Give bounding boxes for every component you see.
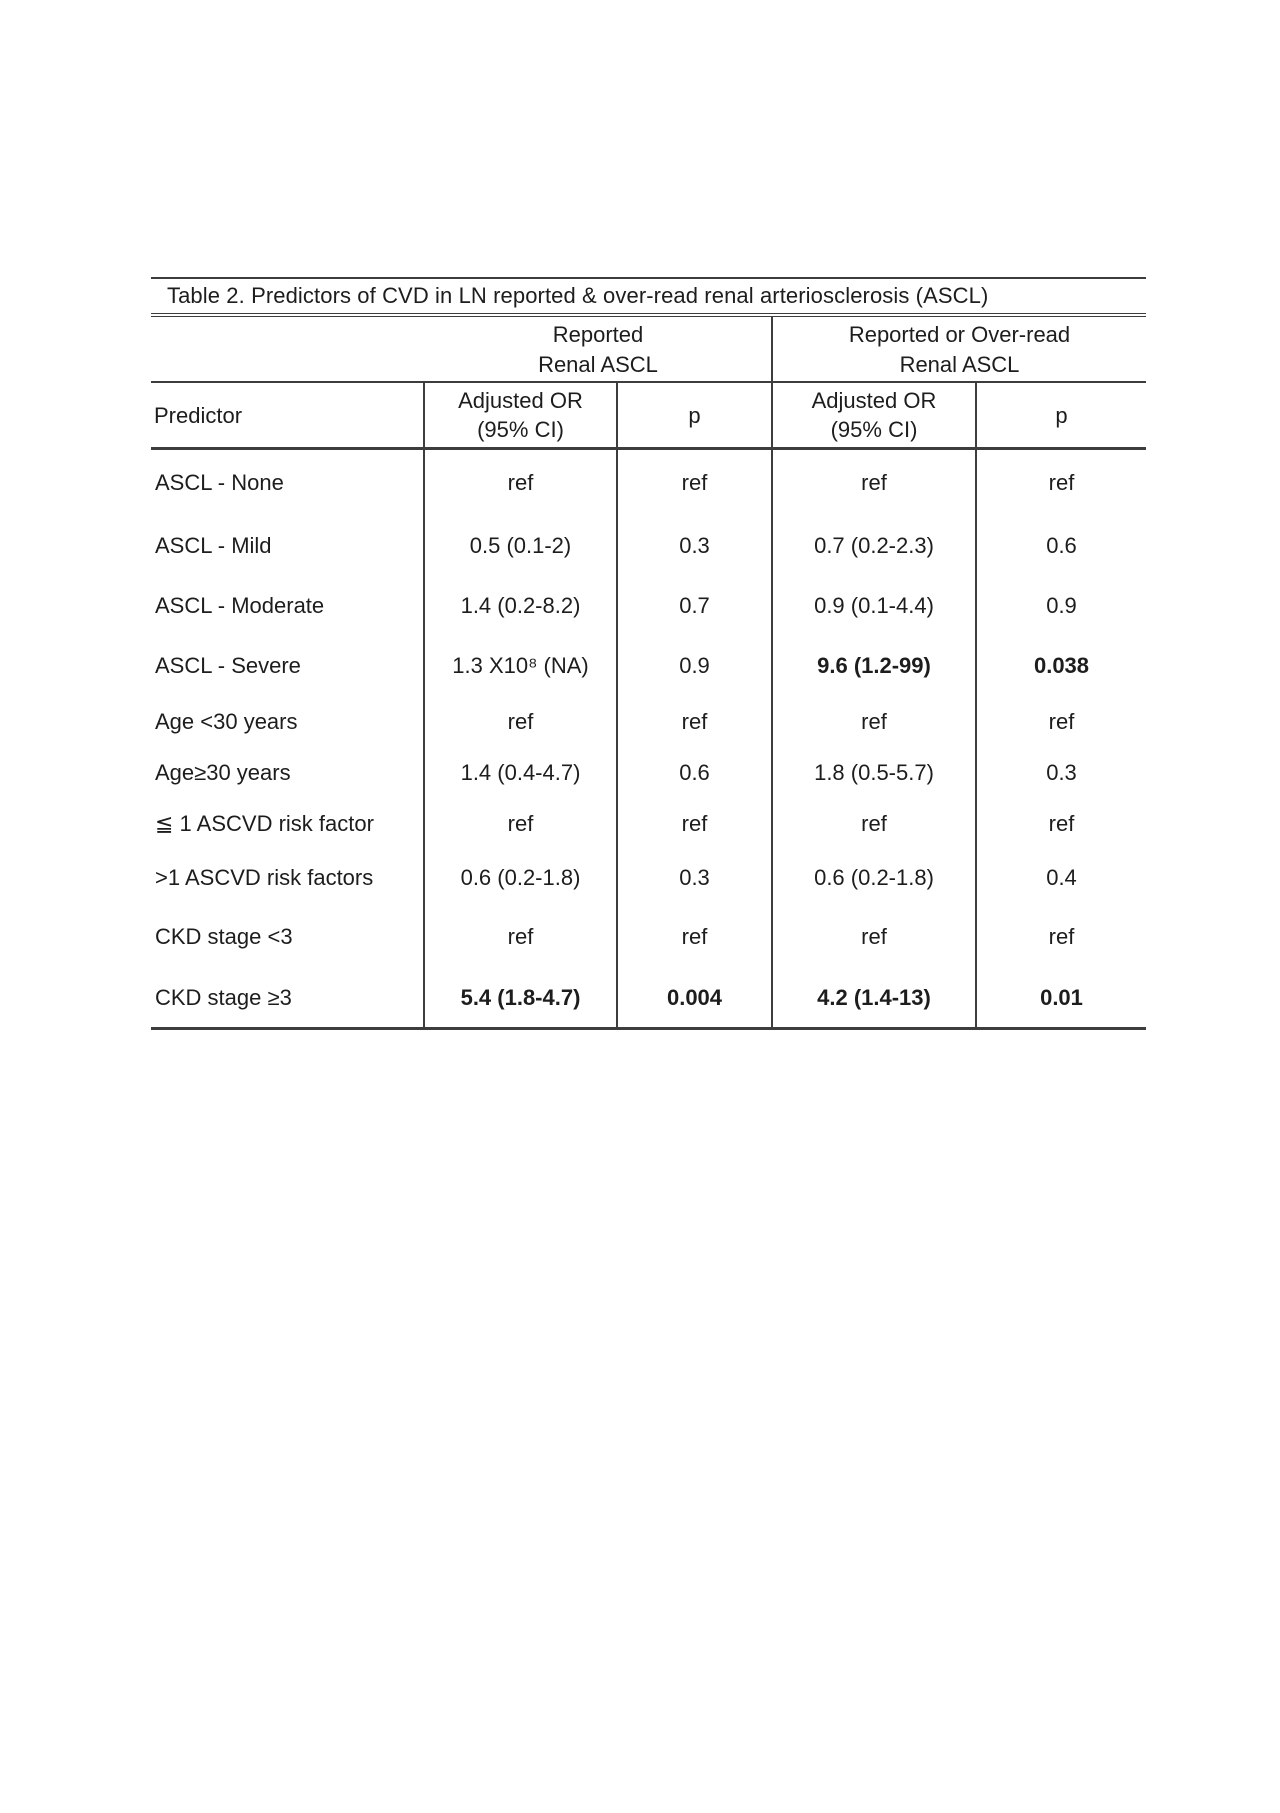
group-header-line: Renal ASCL — [538, 352, 658, 377]
reported-or-cell: ref — [425, 695, 618, 748]
overread-or-cell: 4.2 (1.4-13) — [773, 968, 977, 1027]
overread-or-cell: 1.8 (0.5-5.7) — [773, 748, 977, 798]
table-row — [151, 576, 1146, 636]
reported-or-cell: 5.4 (1.8-4.7) — [425, 968, 618, 1027]
reported-or-cell: ref — [425, 906, 618, 968]
overread-p-cell: ref — [1048, 469, 1075, 495]
column-header-p-2: p — [1055, 402, 1068, 428]
group-header-line: Reported — [552, 322, 644, 347]
group-header-spacer — [151, 317, 425, 381]
table-row — [151, 850, 1146, 906]
overread-or-cell: ref — [773, 695, 977, 748]
column-header-line: (95% CI) — [830, 417, 918, 442]
column-header-line: Adjusted OR — [458, 388, 583, 413]
overread-or-cell: 0.6 (0.2-1.8) — [773, 850, 977, 906]
column-header-line: Adjusted OR — [811, 388, 937, 413]
reported-or-cell: ref — [425, 450, 618, 515]
reported-or-cell: 1.4 (0.2-8.2) — [425, 576, 618, 636]
overread-or-cell: ref — [773, 798, 977, 850]
predictor-cell: >1 ASCVD risk factors — [151, 850, 425, 906]
table-row — [151, 515, 1146, 576]
table-row — [151, 906, 1146, 968]
table-body — [151, 450, 1146, 1030]
group-header-reported-renal-ascl — [425, 317, 773, 381]
column-header-predictor: Predictor — [151, 383, 425, 447]
reported-or-cell: 1.4 (0.4-4.7) — [425, 748, 618, 798]
group-header-reported-or-overread-renal-ascl — [773, 317, 1146, 381]
predictor-cell: CKD stage <3 — [151, 906, 425, 968]
overread-p-cell: 0.6 — [1046, 532, 1077, 558]
predictor-cell: ASCL - None — [151, 450, 425, 515]
predictor-cell: ASCL - Severe — [151, 636, 425, 695]
reported-p-cell: 0.004 — [618, 968, 773, 1027]
overread-p-cell: ref — [1048, 708, 1075, 734]
group-header-line: Reported or Over-read — [848, 322, 1071, 347]
predictor-cell: ASCL - Mild — [151, 515, 425, 576]
overread-or-cell: ref — [773, 906, 977, 968]
reported-p-cell: ref — [618, 798, 773, 850]
reported-or-cell: 1.3 X10⁸ (NA) — [425, 636, 618, 695]
column-header-adjusted-or-2 — [773, 383, 977, 447]
reported-p-cell: 0.7 — [618, 576, 773, 636]
reported-or-cell: 0.6 (0.2-1.8) — [425, 850, 618, 906]
predictor-cell: Age≥30 years — [151, 748, 425, 798]
reported-p-cell: ref — [618, 906, 773, 968]
reported-or-cell: 0.5 (0.1-2) — [425, 515, 618, 576]
table-column-header-row — [151, 383, 1146, 450]
reported-p-cell: ref — [618, 450, 773, 515]
column-header-line: (95% CI) — [477, 417, 564, 442]
table-group-header-row — [151, 317, 1146, 383]
table-row — [151, 695, 1146, 748]
overread-or-cell: ref — [773, 450, 977, 515]
overread-or-cell: 0.9 (0.1-4.4) — [773, 576, 977, 636]
reported-p-cell: 0.3 — [618, 850, 773, 906]
reported-p-cell: 0.6 — [618, 748, 773, 798]
table-row — [151, 968, 1146, 1027]
overread-p-cell: 0.9 — [1046, 593, 1077, 618]
table-row — [151, 636, 1146, 695]
overread-p-cell: 0.038 — [1033, 652, 1090, 678]
group-header-line: Renal ASCL — [899, 352, 1020, 377]
overread-or-cell: 0.7 (0.2-2.3) — [773, 515, 977, 576]
predictor-cell: CKD stage ≥3 — [151, 968, 425, 1027]
overread-p-cell: 0.01 — [1040, 984, 1083, 1010]
reported-p-cell: 0.9 — [618, 636, 773, 695]
overread-p-cell: ref — [1048, 924, 1075, 949]
table-row — [151, 798, 1146, 850]
predictor-cell: ≦ 1 ASCVD risk factor — [151, 798, 425, 850]
column-header-p-1: p — [618, 383, 773, 447]
reported-p-cell: ref — [618, 695, 773, 748]
table-row — [151, 450, 1146, 515]
table-title: Table 2. Predictors of CVD in LN reported & over-read renal arteriosclerosis (ASCL) — [151, 279, 1146, 317]
table-row — [151, 748, 1146, 798]
predictors-table — [151, 277, 1146, 1030]
overread-or-cell: 9.6 (1.2-99) — [773, 636, 977, 695]
predictor-cell: ASCL - Moderate — [151, 576, 425, 636]
overread-p-cell: 0.3 — [1046, 760, 1077, 785]
predictor-cell: Age <30 years — [151, 695, 425, 748]
reported-or-cell: ref — [425, 798, 618, 850]
overread-p-cell: ref — [1048, 811, 1075, 836]
column-header-adjusted-or-1 — [425, 383, 618, 447]
overread-p-cell: 0.4 — [1046, 865, 1077, 890]
reported-p-cell: 0.3 — [618, 515, 773, 576]
